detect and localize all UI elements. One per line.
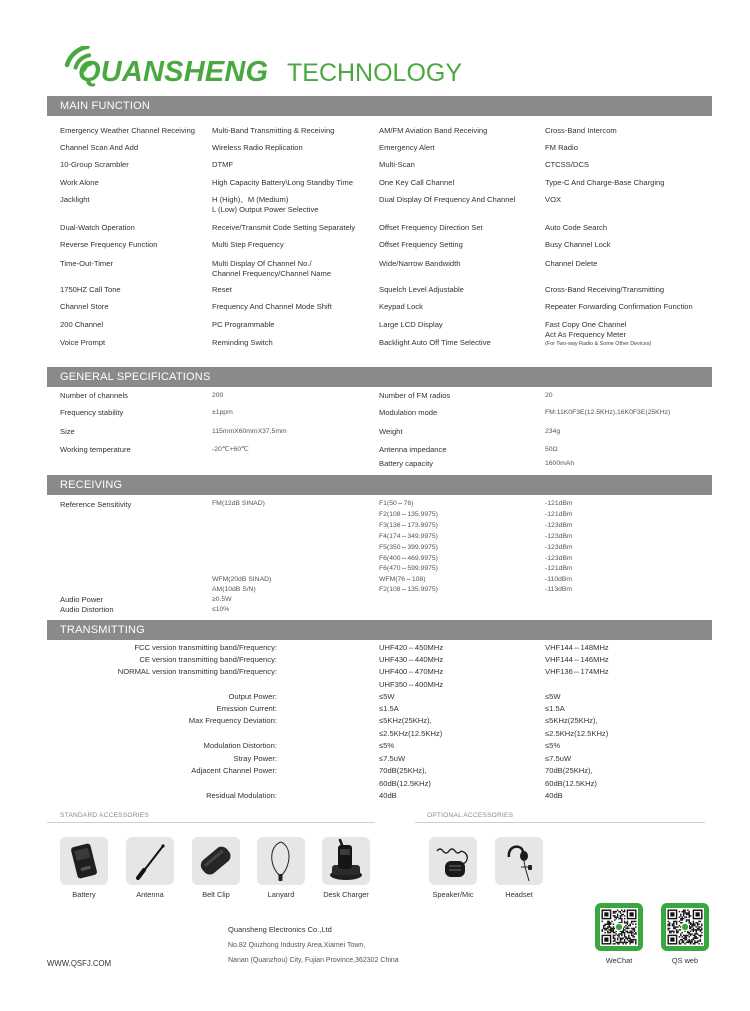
belt-clip-icon (192, 837, 240, 885)
sensitivity-band: F2(108⇔135.9975) (379, 586, 438, 593)
main-function-item: Large LCD Display (379, 320, 443, 329)
website-qr-code (661, 903, 709, 951)
main-function-item: Frequency And Channel Mode Shift (212, 302, 332, 311)
accessory-battery (60, 837, 108, 885)
company-name: Quansheng Electronics Co.,Ltd (228, 925, 332, 934)
spec-value: 200 (212, 392, 224, 399)
main-function-item: Emergency Alert (379, 143, 435, 152)
main-function-item: Fast Copy One Channel Act As Frequency Meter (545, 320, 627, 339)
main-function-item: Channel Scan And Add (60, 143, 139, 152)
main-function-item: 10-Group Scrambler (60, 160, 129, 169)
main-function-item: Time-Out-Timer (60, 259, 114, 268)
audio-power-value: ≥0.5W (212, 596, 232, 603)
main-function-item: DTMF (212, 160, 234, 169)
tx-uhf-value: 70dB(25KHz), (379, 766, 427, 775)
headset-icon (495, 837, 543, 885)
spec-value: 20 (545, 392, 553, 399)
audio-distortion-label: Audio Distortion (60, 605, 114, 614)
tx-uhf-value: 60dB(12.5KHz) (379, 779, 431, 788)
main-function-item: Cross-Band Receiving/Transmitting (545, 285, 665, 294)
tx-vhf-value: VHF144⇔148MHz (545, 643, 609, 652)
sensitivity-value: -123dBm (545, 522, 573, 529)
main-function-note: (For Two-way Radio & Some Other Devices) (545, 341, 652, 347)
sensitivity-value: -121dBm (545, 565, 573, 572)
tx-uhf-value: ≤5% (379, 741, 395, 750)
sensitivity-band: F4(174⇔349.9975) (379, 533, 438, 540)
spec-label: Weight (379, 427, 403, 436)
tx-uhf-value: ≤5W (379, 692, 395, 701)
spec-value: FM:11K0F3E(12.5KHz),16K0F3E(25KHz) (545, 409, 671, 416)
main-function-item: Offset Frequency Direction Set (379, 223, 483, 232)
main-function-item: Jacklight (60, 195, 90, 204)
tx-uhf-value: ≤5KHz(25KHz), (379, 716, 432, 725)
tx-label: Stray Power: (233, 754, 277, 763)
tx-label: FCC version transmitting band/Frequency: (134, 643, 277, 652)
accessory-label: Battery (72, 890, 96, 899)
main-function-item: Keypad Lock (379, 302, 423, 311)
spec-label: Working temperature (60, 445, 131, 454)
tx-vhf-value: ≤2.5KHz(12.5KHz) (545, 729, 609, 738)
sensitivity-band: F5(350⇔399.9975) (379, 544, 438, 551)
brand-tagline: TECHNOLOGY (287, 59, 463, 87)
standard-accessories-divider (47, 822, 375, 823)
lanyard-icon (257, 837, 305, 885)
accessory-lanyard (257, 837, 305, 885)
qr-label-wechat: WeChat (605, 956, 633, 965)
main-function-item: Backlight Auto Off Time Selective (379, 338, 491, 347)
spec-value: ±1ppm (212, 409, 233, 416)
accessory-label: Antenna (136, 890, 164, 899)
tx-vhf-value: ≤5KHz(25KHz), (545, 716, 598, 725)
tx-vhf-value: ≤1.5A (545, 704, 565, 713)
sensitivity-mode: FM(12dB SINAD) (212, 500, 265, 507)
brand-name: QUANSHENG (78, 56, 269, 88)
tx-label: Emission Current: (216, 704, 277, 713)
main-function-item: Repeater Forwarding Confirmation Function (545, 302, 693, 311)
address-line-2: Nanan (Quanzhou) City, Fujian Province,362302 China (228, 957, 399, 964)
main-function-item: Multi-Scan (379, 160, 415, 169)
tx-label: NORMAL version transmitting band/Frequency: (117, 667, 277, 676)
audio-distortion-value: ≤10% (212, 606, 230, 613)
main-function-item: Receive/Transmit Code Setting Separately (212, 223, 356, 232)
spec-value: 115mmX60mmX37.5mm (212, 428, 287, 435)
battery-icon (60, 837, 108, 885)
accessory-label: Desk Charger (323, 890, 369, 899)
tx-uhf-value: ≤7.5uW (379, 754, 406, 763)
address-line-1: No.82 Qiuzhong Industry Area,Xiamei Town, (228, 942, 366, 949)
audio-power-label: Audio Power (60, 595, 104, 604)
tx-uhf-value: 40dB (379, 791, 397, 800)
sensitivity-value: -123dBm (545, 533, 573, 540)
main-function-item: Wireless Radio Replication (212, 143, 303, 152)
main-function-item: One Key Call Channel (379, 178, 455, 187)
speaker-mic-icon (429, 837, 477, 885)
accessory-antenna (126, 837, 174, 885)
optional-accessories-divider (415, 822, 705, 823)
main-function-item: Emergency Weather Channel Receiving (60, 126, 195, 135)
tx-uhf-value: UHF400⇔470MHz (379, 667, 444, 676)
main-function-item: Channel Store (60, 302, 109, 311)
sensitivity-value: -121dBm (545, 511, 573, 518)
tx-vhf-value: ≤7.5uW (545, 754, 572, 763)
main-function-item: Multi Step Frequency (212, 240, 284, 249)
main-function-item: Dual Display Of Frequency And Channel (379, 195, 516, 204)
tx-label: Max Frequency Deviation: (188, 716, 277, 725)
tx-label: CE version transmitting band/Frequency: (139, 655, 277, 664)
desk-charger-icon (322, 837, 370, 885)
spec-label: Battery capacity (379, 459, 434, 468)
sensitivity-value: -113dBm (545, 586, 573, 593)
tx-vhf-value: VHF136⇔174MHz (545, 667, 609, 676)
spec-label: Antenna impedance (379, 445, 447, 454)
spec-value: 1600mAh (545, 460, 575, 467)
main-function-item: 1750HZ Call Tone (60, 285, 121, 294)
main-function-item: CTCSS/DCS (545, 160, 589, 169)
tx-uhf-value: UHF430⇔440MHz (379, 655, 444, 664)
qr-label-website: QS web (671, 956, 699, 965)
spec-label: Number of channels (60, 391, 128, 400)
main-function-item: Multi Display Of Channel No./ Channel Frequency/Channel Name (212, 259, 332, 278)
main-function-item: Voice Prompt (60, 338, 106, 347)
tx-vhf-value: 70dB(25KHz), (545, 766, 593, 775)
tx-uhf-value: ≤2.5KHz(12.5KHz) (379, 729, 443, 738)
main-function-item: Type-C And Charge-Base Charging (545, 178, 665, 187)
antenna-icon (126, 837, 174, 885)
tx-vhf-value: 60dB(12.5KHz) (545, 779, 597, 788)
main-function-item: FM Radio (545, 143, 578, 152)
main-function-item: Cross-Band Intercom (545, 126, 617, 135)
tx-label: Adjacent Channel Power: (191, 766, 277, 775)
tx-vhf-value: ≤5% (545, 741, 561, 750)
sensitivity-band: F2(108⇔135.9975) (379, 511, 438, 518)
accessory-desk-charger (322, 837, 370, 885)
main-function-item: VOX (545, 195, 562, 204)
sensitivity-value: -123dBm (545, 544, 573, 551)
tx-vhf-value: ≤5W (545, 692, 561, 701)
main-function-item: Reset (212, 285, 232, 294)
sensitivity-band: F6(470⇔599.9975) (379, 565, 438, 572)
optional-accessories-title: OPTIONAL ACCESSORIES (427, 812, 514, 819)
spec-label: Frequency stability (60, 408, 124, 417)
main-function-item: H (High)、M (Medium) L (Low) Output Power Selective (212, 195, 319, 214)
spec-value: -20℃+60℃ (212, 446, 249, 453)
main-function-item: High Capacity Battery\Long Standby Time (212, 178, 353, 187)
section-general-specifications: GENERAL SPECIFICATIONS (47, 367, 712, 387)
accessory-label: Headset (505, 890, 533, 899)
main-function-item: Busy Channel Lock (545, 240, 611, 249)
accessory-label: Speaker/Mic (432, 890, 474, 899)
spec-label: Size (60, 427, 75, 436)
sensitivity-mode: WFM(20dB SINAD) (212, 576, 272, 583)
reference-sensitivity-label: Reference Sensitivity (60, 500, 132, 509)
main-function-item: AM/FM Aviation Band Receiving (379, 126, 488, 135)
accessory-belt-clip (192, 837, 240, 885)
sensitivity-band: WFM(76⇔108) (379, 576, 426, 583)
tx-vhf-value: VHF144⇔146MHz (545, 655, 609, 664)
section-main-function: MAIN FUNCTION (47, 96, 712, 116)
tx-uhf-value: UHF420⇔450MHz (379, 643, 444, 652)
main-function-item: PC Programmable (212, 320, 275, 329)
tx-vhf-value: 40dB (545, 791, 563, 800)
wechat-qr-code (595, 903, 643, 951)
main-function-item: 200 Channel (60, 320, 104, 329)
standard-accessories-title: STANDARD ACCESSORIES (60, 812, 149, 819)
sensitivity-band: F1(50⇔76) (379, 500, 414, 507)
section-receiving: RECEIVING (47, 475, 712, 495)
tx-label: Residual Modulation: (206, 791, 277, 800)
main-function-item: Work Alone (60, 178, 99, 187)
accessory-headset (495, 837, 543, 885)
main-function-item: Channel Delete (545, 259, 598, 268)
accessory-label: Belt Clip (202, 890, 230, 899)
website-text: WWW.QSFJ.COM (47, 959, 112, 968)
spec-value: 234g (545, 428, 561, 435)
spec-label: Modulation mode (379, 408, 438, 417)
tx-label: Modulation Distortion: (203, 741, 277, 750)
section-transmitting: TRANSMITTING (47, 620, 712, 640)
main-function-item: Multi-Band Transmitting & Receiving (212, 126, 335, 135)
sensitivity-value: -123dBm (545, 555, 573, 562)
sensitivity-value: -121dBm (545, 500, 573, 507)
sensitivity-band: F3(136⇔173.9975) (379, 522, 438, 529)
sensitivity-mode: AM(10dB S/N) (212, 586, 256, 593)
tx-uhf-value: UHF350⇔400MHz (379, 680, 444, 689)
main-function-item: Auto Code Search (545, 223, 608, 232)
main-function-item: Offset Frequency Setting (379, 240, 463, 249)
spec-label: Number of FM radios (379, 391, 451, 400)
tx-label: Output Power: (228, 692, 277, 701)
spec-value: 50Ω (545, 446, 558, 453)
main-function-item: Reminding Switch (212, 338, 273, 347)
tx-uhf-value: ≤1.5A (379, 704, 399, 713)
sensitivity-band: F6(400⇔469.9975) (379, 555, 438, 562)
main-function-item: Dual-Watch Operation (60, 223, 135, 232)
main-function-item: Squelch Level Adjustable (379, 285, 464, 294)
accessory-speaker-mic (429, 837, 477, 885)
sensitivity-value: -110dBm (545, 576, 573, 583)
accessory-label: Lanyard (267, 890, 295, 899)
main-function-item: Wide/Narrow Bandwidth (379, 259, 461, 268)
main-function-item: Reverse Frequency Function (60, 240, 158, 249)
